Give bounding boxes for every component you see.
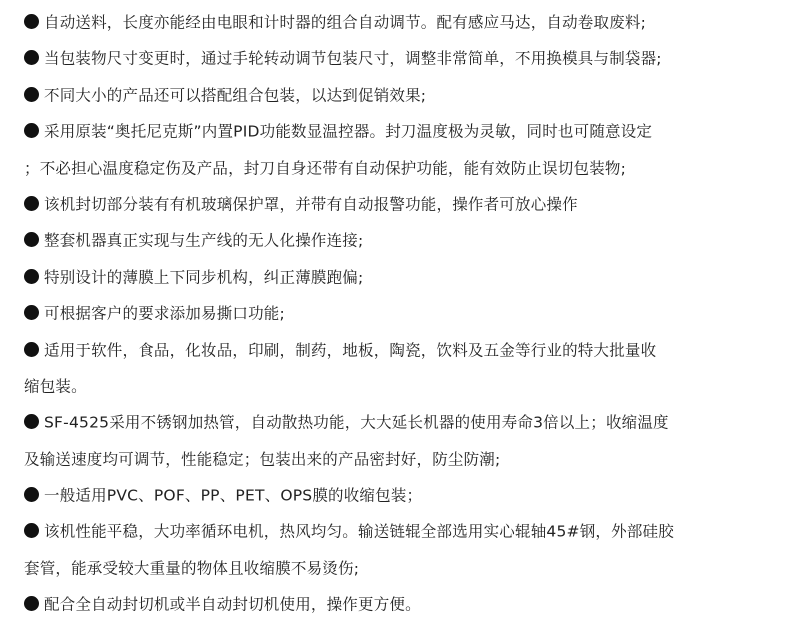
- list-item-text: ；不必担心温度稳定伤及产品，封刀自身还带有自动保护功能，能有效防止误切包装物;: [24, 158, 627, 177]
- bullet-icon: [24, 14, 39, 29]
- list-item: [24, 222, 766, 258]
- list-item-text: 不同大小的产品还可以搭配组合包装，以达到促销效果;: [44, 86, 427, 105]
- list-item-text: 可根据客户的要求添加易撕口功能;: [44, 304, 285, 323]
- list-item: [24, 513, 766, 549]
- list-item-text: 适用于软件，食品，化妆品，印刷，制药，地板，陶瓷，饮料及五金等行业的特大批量收: [44, 340, 657, 359]
- list-item: [24, 259, 766, 295]
- bullet-icon: [24, 414, 39, 429]
- list-item-text: 套管，能承受较大重量的物体且收缩膜不易烫伤;: [24, 559, 360, 578]
- list-item-text: 采用原装“奥托尼克斯”内置PID功能数显温控器。封刀温度极为灵敏，同时也可随意设定: [44, 122, 653, 141]
- bullet-icon: [24, 305, 39, 320]
- list-item-text: 该机封切部分装有有机玻璃保护罩，并带有自动报警功能，操作者可放心操作: [44, 195, 578, 214]
- list-item-continuation: [24, 441, 766, 477]
- list-item-text: 自动送料，长度亦能经由电眼和计时器的组合自动调节。配有感应马达，自动卷取废料;: [44, 13, 647, 32]
- list-item-continuation: [24, 550, 766, 586]
- list-item: [24, 77, 766, 113]
- list-item: [24, 4, 766, 40]
- bullet-icon: [24, 50, 39, 65]
- list-item: [24, 332, 766, 368]
- list-item-text: 该机性能平稳，大功率循环电机，热风均匀。输送链辊全部选用实心辊轴45#钢，外部硅胶: [44, 522, 674, 541]
- list-item-continuation: [24, 368, 766, 404]
- bullet-icon: [24, 269, 39, 284]
- list-item-continuation: [24, 150, 766, 186]
- list-item: [24, 404, 766, 440]
- list-item: [24, 295, 766, 331]
- list-item-text: 当包装物尺寸变更时，通过手轮转动调节包装尺寸，调整非常简单，不用换模具与制袋器;: [44, 49, 662, 68]
- list-item: [24, 40, 766, 76]
- list-item-text: SF-4525采用不锈钢加热管，自动散热功能，大大延长机器的使用寿命3倍以上；收缩温度: [44, 413, 669, 432]
- bullet-icon: [24, 487, 39, 502]
- bullet-icon: [24, 342, 39, 357]
- list-item-text: 配合全自动封切机或半自动封切机使用，操作更方便。: [44, 595, 421, 614]
- bullet-icon: [24, 123, 39, 138]
- list-item: [24, 113, 766, 149]
- bullet-icon: [24, 232, 39, 247]
- bullet-icon: [24, 196, 39, 211]
- bullet-icon: [24, 596, 39, 611]
- list-item: [24, 186, 766, 222]
- list-item-text: 及输送速度均可调节，性能稳定；包装出来的产品密封好，防尘防潮;: [24, 449, 501, 468]
- bullet-icon: [24, 87, 39, 102]
- list-item-text: 特别设计的薄膜上下同步机构，纠正薄膜跑偏;: [44, 268, 364, 287]
- list-item: [24, 586, 766, 622]
- list-item: [24, 477, 766, 513]
- list-item-text: 缩包装。: [24, 377, 87, 396]
- bullet-icon: [24, 523, 39, 538]
- list-item-text: 一般适用PVC、POF、PP、PET、OPS膜的收缩包装；: [44, 486, 423, 505]
- list-item-text: 整套机器真正实现与生产线的无人化操作连接;: [44, 231, 364, 250]
